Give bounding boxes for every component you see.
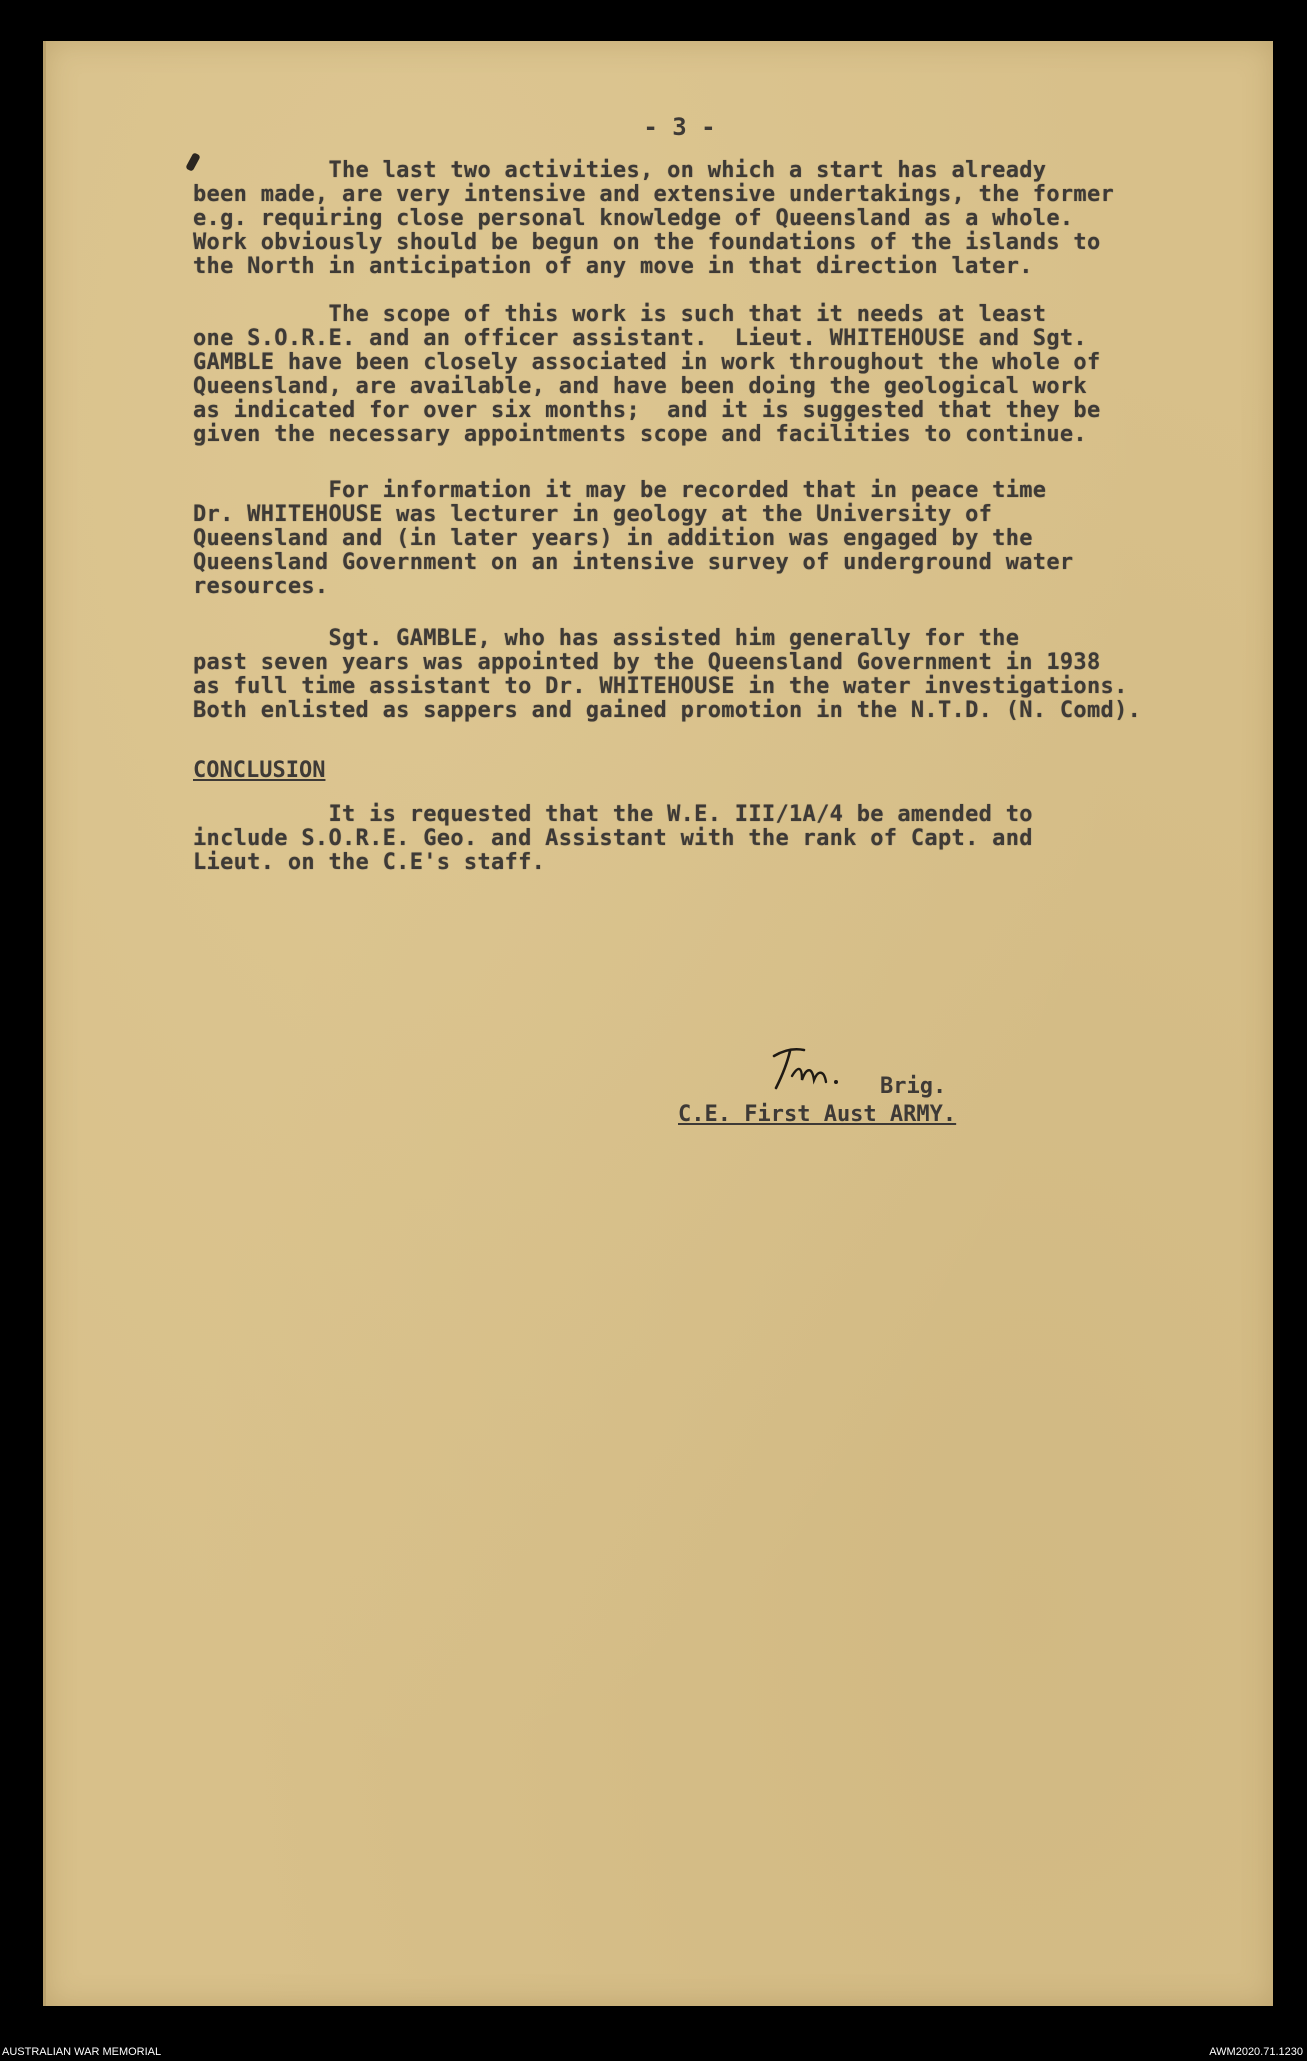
text-line: For information it may be recorded that in peace time — [193, 478, 1047, 503]
text-line: Lieut. on the C.E's staff. — [193, 850, 546, 875]
paragraph-activities — [193, 159, 1114, 279]
document-page — [43, 41, 1273, 2006]
signature-rank: Brig. — [880, 1074, 947, 1099]
text-line: as indicated for over six months; and it is suggested that they be — [193, 398, 1101, 423]
paragraph-gamble — [193, 627, 1141, 723]
text-line: Queensland and (in later years) in addition was engaged by the — [193, 526, 1033, 551]
text-line: Dr. WHITEHOUSE was lecturer in geology at the University of — [193, 502, 993, 527]
text-line: The scope of this work is such that it needs at least — [193, 302, 1047, 327]
text-line: the North in anticipation of any move in that direction later. — [193, 254, 1033, 279]
footer-institution: AUSTRALIAN WAR MEMORIAL — [2, 2046, 162, 2058]
text-line: The last two activities, on which a start has already — [193, 158, 1047, 183]
handwritten-signature-icon — [770, 1046, 850, 1092]
page-number: - 3 - — [643, 113, 716, 141]
signature-title: C.E. First Aust ARMY. — [678, 1102, 957, 1127]
signature-block — [630, 1046, 990, 1126]
text-line: been made, are very intensive and extensive undertakings, the former — [193, 182, 1115, 207]
section-heading-conclusion: CONCLUSION — [193, 758, 326, 783]
text-line: Queensland, are available, and have been doing the geological work — [193, 374, 1087, 399]
paragraph-scope — [193, 303, 1101, 447]
paragraph-request — [193, 803, 1033, 875]
text-line: GAMBLE have been closely associated in work throughout the whole of — [193, 350, 1101, 375]
text-line: Queensland Government on an intensive survey of underground water — [193, 550, 1074, 575]
text-line: include S.O.R.E. Geo. and Assistant with the rank of Capt. and — [193, 826, 1033, 851]
text-line: past seven years was appointed by the Queensland Government in 1938 — [193, 650, 1101, 675]
text-line: given the necessary appointments scope and facilities to continue. — [193, 422, 1087, 447]
text-line: Work obviously should be begun on the foundations of the islands to — [193, 230, 1101, 255]
text-line: resources. — [193, 574, 329, 599]
text-line: one S.O.R.E. and an officer assistant. Lieut. WHITEHOUSE and Sgt. — [193, 326, 1087, 351]
text-line: e.g. requiring close personal knowledge of Queensland as a whole. — [193, 206, 1074, 231]
text-line: It is requested that the W.E. III/1A/4 be amended to — [193, 802, 1033, 827]
text-line: Sgt. GAMBLE, who has assisted him generally for the — [193, 626, 1020, 651]
text-line: Both enlisted as sappers and gained promotion in the N.T.D. (N. Comd). — [193, 698, 1142, 723]
paragraph-information — [193, 479, 1073, 599]
footer-catalogue-number: AWM2020.71.1230 — [1209, 2046, 1303, 2058]
text-line: as full time assistant to Dr. WHITEHOUSE in the water investigations. — [193, 674, 1128, 699]
